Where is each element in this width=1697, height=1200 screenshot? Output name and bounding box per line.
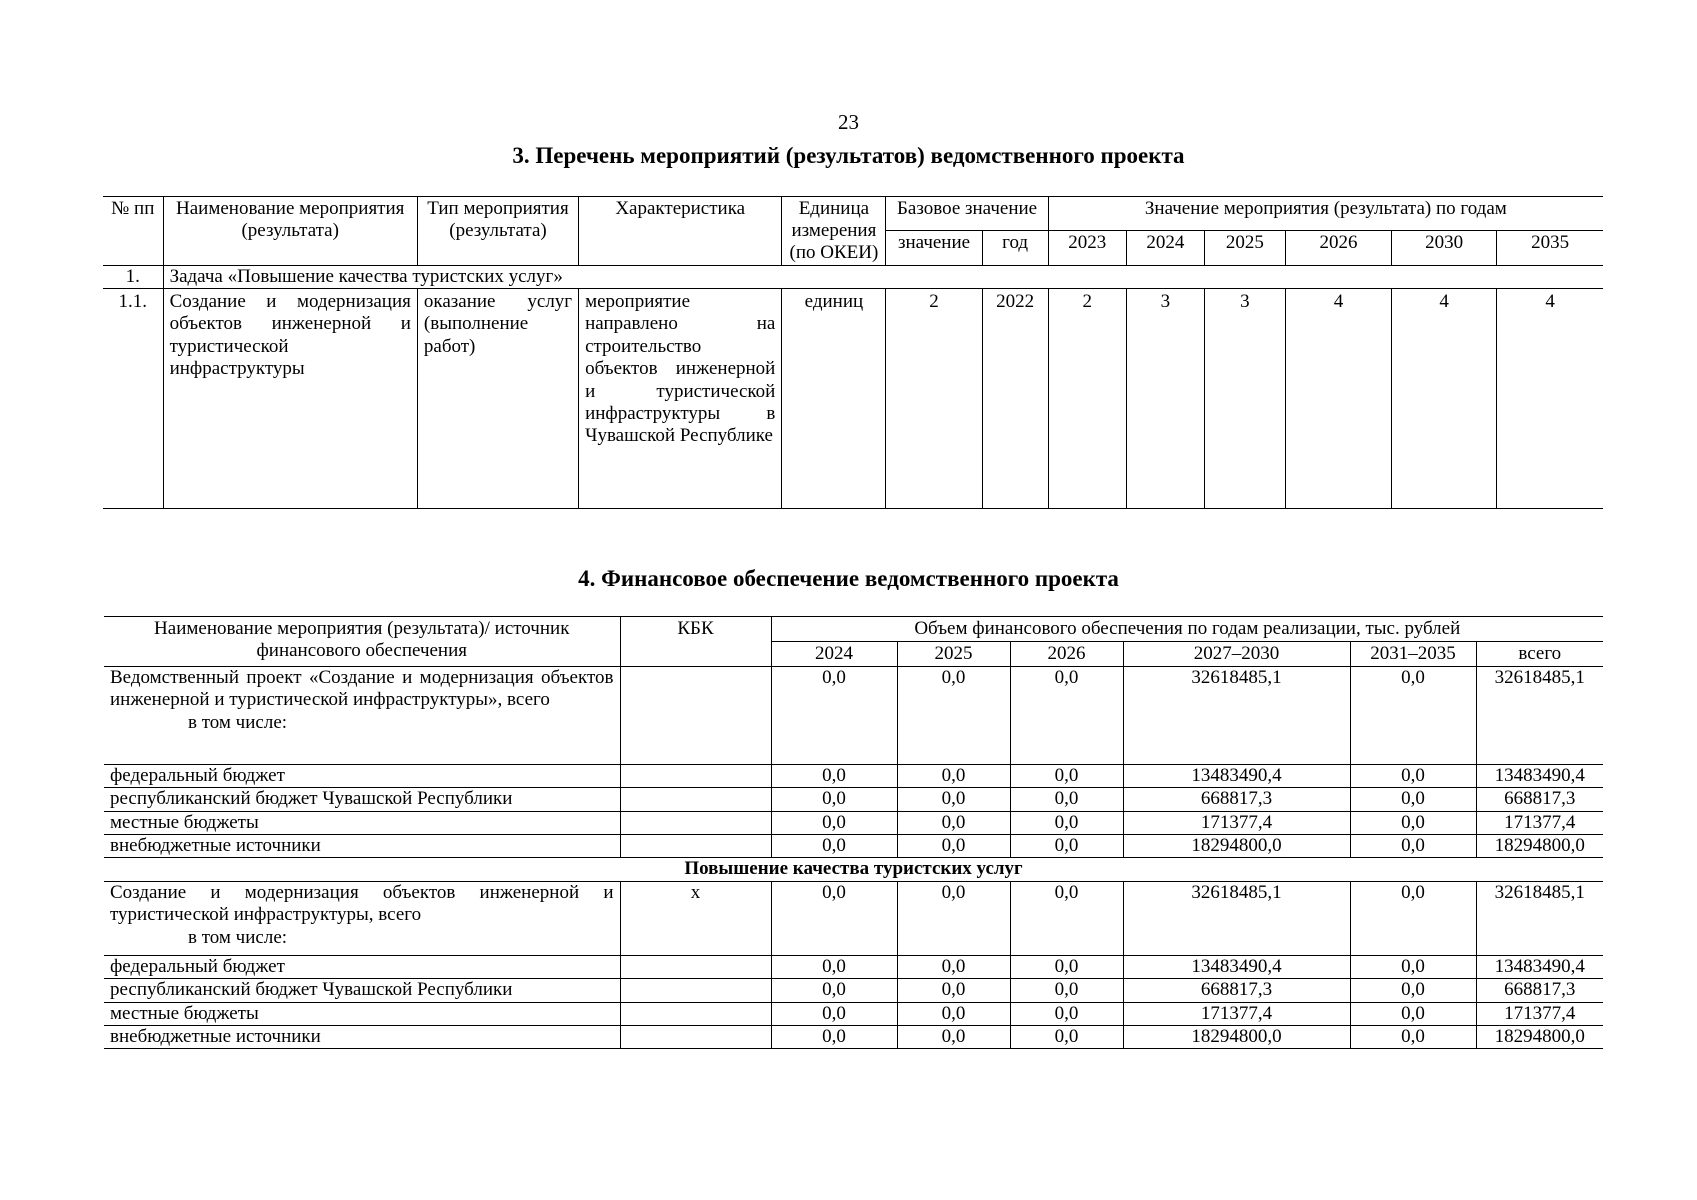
- fin-value: 0,0: [897, 764, 1010, 787]
- fin-value: 0,0: [771, 666, 897, 764]
- fin-kbk: [620, 788, 771, 811]
- activity-row: [103, 288, 1603, 508]
- fin-value: 0,0: [897, 666, 1010, 764]
- col-year-header: 2026: [1285, 231, 1391, 265]
- fin-value: 0,0: [771, 979, 897, 1002]
- page-number: 23: [838, 110, 859, 134]
- fin-kbk: [620, 955, 771, 978]
- fin-value: 18294800,0: [1476, 1025, 1603, 1048]
- col-years-header: Значение мероприятия (результата) по годам: [1048, 197, 1603, 231]
- activity-year-value: 4: [1497, 288, 1603, 508]
- activity-base-value: 2: [886, 288, 982, 508]
- col-year-header: 2025: [1204, 231, 1285, 265]
- fin-kbk: [620, 1025, 771, 1048]
- fin-source-name: местные бюджеты: [104, 1002, 620, 1025]
- fin-kbk: х: [620, 881, 771, 955]
- fin-source-name: внебюджетные источники: [104, 834, 620, 857]
- task-num: 1.: [103, 265, 163, 288]
- section-3-title: 3. Перечень мероприятий (результатов) ведомственного проекта: [512, 143, 1185, 168]
- activity-characteristic: мероприятие направлено на строительство объектов инженерной и туристической инфраструктуры в Чувашской Республике: [579, 288, 782, 508]
- col-year-header: 2024: [1126, 231, 1204, 265]
- fin-value: 171377,4: [1476, 1002, 1603, 1025]
- fin-source-row: [104, 1025, 1603, 1048]
- activities-table: [103, 196, 1603, 509]
- col-unit-header: Единица измерения (по ОКЕИ): [782, 197, 886, 266]
- fin-period-header: 2026: [1010, 641, 1123, 666]
- fin-source-row: [104, 1002, 1603, 1025]
- fin-measure-row: [104, 881, 1603, 955]
- fin-value: 0,0: [897, 834, 1010, 857]
- fin-value: 668817,3: [1123, 979, 1350, 1002]
- fin-kbk: [620, 764, 771, 787]
- fin-source-row: [104, 788, 1603, 811]
- fin-value: 0,0: [771, 764, 897, 787]
- fin-value: 0,0: [1010, 1025, 1123, 1048]
- fin-value: 171377,4: [1123, 1002, 1350, 1025]
- col-num-header: № пп: [103, 197, 163, 266]
- fin-value: 0,0: [771, 811, 897, 834]
- fin-source-row: [104, 979, 1603, 1002]
- task-text: Задача «Повышение качества туристских услуг»: [163, 265, 1603, 288]
- fin-kbk: [620, 834, 771, 857]
- fin-value: 0,0: [897, 788, 1010, 811]
- col-year-header: 2035: [1497, 231, 1603, 265]
- activity-year-value: 4: [1392, 288, 1497, 508]
- fin-kbk: [620, 666, 771, 764]
- col-name-header: Наименование мероприятия (результата): [163, 197, 417, 266]
- fin-task-heading-row: [104, 858, 1603, 881]
- activity-unit: единиц: [782, 288, 886, 508]
- fin-value: 0,0: [897, 979, 1010, 1002]
- fin-value: 0,0: [897, 881, 1010, 955]
- fin-value: 13483490,4: [1123, 955, 1350, 978]
- fin-value: 13483490,4: [1123, 764, 1350, 787]
- fin-measure-in-total: в том числе:: [188, 926, 288, 948]
- col-base-value-header: значение: [886, 231, 982, 265]
- fin-source-row: [104, 955, 1603, 978]
- fin-value: 18294800,0: [1476, 834, 1603, 857]
- fin-period-header: 2024: [771, 641, 897, 666]
- fin-project-name: [104, 666, 620, 764]
- fin-value: 18294800,0: [1123, 1025, 1350, 1048]
- fin-value: 0,0: [771, 834, 897, 857]
- fin-value: 13483490,4: [1476, 955, 1603, 978]
- fin-value: 32618485,1: [1476, 881, 1603, 955]
- fin-value: 0,0: [1350, 834, 1476, 857]
- fin-project-name-text: Ведомственный проект «Создание и модернизация объектов инженерной и туристической инфраструктуры», всего: [110, 666, 614, 711]
- fin-value: 0,0: [1350, 881, 1476, 955]
- fin-value: 0,0: [771, 788, 897, 811]
- fin-value: 0,0: [1010, 881, 1123, 955]
- fin-value: 18294800,0: [1123, 834, 1350, 857]
- fin-value: 668817,3: [1476, 979, 1603, 1002]
- fin-value: 0,0: [1350, 955, 1476, 978]
- fin-source-row: [104, 764, 1603, 787]
- activity-base-year: 2022: [982, 288, 1048, 508]
- section-4-title: 4. Финансовое обеспечение ведомственного проекта: [578, 566, 1119, 591]
- fin-source-row: [104, 834, 1603, 857]
- activity-num: 1.1.: [103, 288, 163, 508]
- fin-project-row: [104, 666, 1603, 764]
- fin-value: 0,0: [897, 955, 1010, 978]
- fin-value: 32618485,1: [1123, 881, 1350, 955]
- fin-col-kbk-header: КБК: [620, 617, 771, 667]
- fin-value: 0,0: [771, 1002, 897, 1025]
- col-year-header: 2030: [1392, 231, 1497, 265]
- fin-source-name: республиканский бюджет Чувашской Республики: [104, 788, 620, 811]
- fin-value: 0,0: [897, 1025, 1010, 1048]
- fin-period-header: всего: [1476, 641, 1603, 666]
- financing-table: [104, 616, 1603, 1049]
- fin-kbk: [620, 979, 771, 1002]
- fin-value: 32618485,1: [1123, 666, 1350, 764]
- fin-value: 0,0: [1350, 811, 1476, 834]
- fin-value: 0,0: [1350, 1002, 1476, 1025]
- fin-value: 0,0: [1010, 834, 1123, 857]
- fin-measure-name: [104, 881, 620, 955]
- fin-kbk: [620, 811, 771, 834]
- fin-source-name: федеральный бюджет: [104, 955, 620, 978]
- col-type-header: Тип мероприятия (результата): [417, 197, 578, 266]
- fin-value: 0,0: [771, 955, 897, 978]
- activity-year-value: 4: [1285, 288, 1391, 508]
- activity-year-value: 2: [1048, 288, 1126, 508]
- fin-value: 0,0: [1010, 788, 1123, 811]
- fin-source-name: федеральный бюджет: [104, 764, 620, 787]
- fin-value: 0,0: [1010, 811, 1123, 834]
- fin-value: 0,0: [771, 881, 897, 955]
- fin-value: 171377,4: [1476, 811, 1603, 834]
- fin-source-name: внебюджетные источники: [104, 1025, 620, 1048]
- fin-value: 0,0: [1010, 666, 1123, 764]
- fin-value: 668817,3: [1123, 788, 1350, 811]
- fin-value: 0,0: [897, 1002, 1010, 1025]
- activity-year-value: 3: [1204, 288, 1285, 508]
- fin-source-row: [104, 811, 1603, 834]
- fin-period-header: 2031–2035: [1350, 641, 1476, 666]
- fin-value: 0,0: [1010, 1002, 1123, 1025]
- fin-value: 668817,3: [1476, 788, 1603, 811]
- activity-type: оказание услуг (выполнение работ): [417, 288, 578, 508]
- activity-name: Создание и модернизация объектов инженерной и туристической инфраструктуры: [163, 288, 417, 508]
- fin-value: 0,0: [897, 811, 1010, 834]
- col-year-header: 2023: [1048, 231, 1126, 265]
- fin-value: 0,0: [1350, 788, 1476, 811]
- fin-period-header: 2027–2030: [1123, 641, 1350, 666]
- col-base-header: Базовое значение: [886, 197, 1048, 231]
- fin-value: 0,0: [1010, 955, 1123, 978]
- fin-value: 0,0: [1350, 979, 1476, 1002]
- fin-value: 0,0: [771, 1025, 897, 1048]
- col-characteristic-header: Характеристика: [579, 197, 782, 266]
- fin-col-name-header: Наименование мероприятия (результата)/ источник финансового обеспечения: [104, 617, 620, 667]
- activity-year-value: 3: [1126, 288, 1204, 508]
- task-row: [103, 265, 1603, 288]
- fin-value: 0,0: [1350, 666, 1476, 764]
- fin-value: 13483490,4: [1476, 764, 1603, 787]
- fin-value: 32618485,1: [1476, 666, 1603, 764]
- col-base-year-header: год: [982, 231, 1048, 265]
- fin-value: 0,0: [1350, 1025, 1476, 1048]
- fin-value: 0,0: [1350, 764, 1476, 787]
- fin-value: 0,0: [1010, 979, 1123, 1002]
- fin-col-volume-header: Объем финансового обеспечения по годам реализации, тыс. рублей: [771, 617, 1603, 642]
- fin-source-name: местные бюджеты: [104, 811, 620, 834]
- fin-kbk: [620, 1002, 771, 1025]
- fin-task-heading: Повышение качества туристских услуг: [104, 858, 1603, 881]
- fin-period-header: 2025: [897, 641, 1010, 666]
- fin-value: 0,0: [1010, 764, 1123, 787]
- fin-project-in-total: в том числе:: [188, 711, 288, 733]
- fin-value: 171377,4: [1123, 811, 1350, 834]
- fin-measure-name-text: Создание и модернизация объектов инженерной и туристической инфраструктуры, всего: [110, 881, 614, 926]
- fin-source-name: республиканский бюджет Чувашской Республики: [104, 979, 620, 1002]
